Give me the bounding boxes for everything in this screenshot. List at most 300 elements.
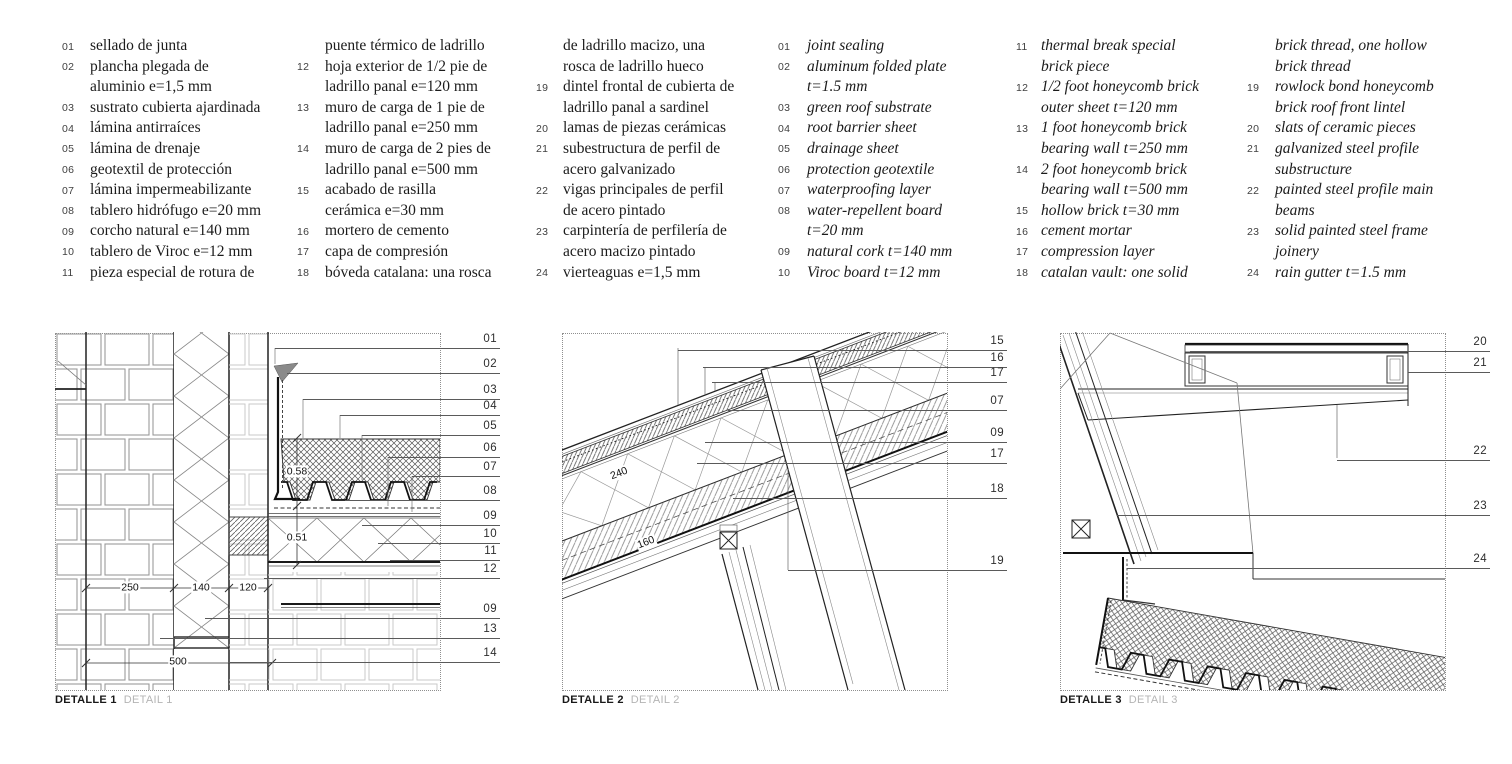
legend-item-number: 03 xyxy=(778,102,791,115)
legend-item xyxy=(297,36,492,57)
sill-and-gutter xyxy=(1063,553,1445,604)
legend-item-number: 10 xyxy=(778,267,791,280)
callout-label: 15 xyxy=(990,335,1004,347)
legend-item-text xyxy=(1041,118,1188,159)
legend-item-number: 06 xyxy=(778,164,791,177)
legend-item-number: 21 xyxy=(1247,143,1260,156)
legend-item xyxy=(778,57,952,98)
legend-item-line: cerámica e=30 mm xyxy=(325,201,444,219)
callout-leader-line xyxy=(362,525,500,526)
callout-leader-line xyxy=(340,415,500,416)
legend-item-line: cement mortar xyxy=(1041,222,1132,240)
callout-leader-line xyxy=(390,560,500,561)
legend-item xyxy=(297,139,492,180)
legend-item-text xyxy=(325,98,485,139)
legend-item xyxy=(778,139,952,160)
callout-label: 20 xyxy=(1473,336,1487,348)
legend-item-text xyxy=(563,180,724,221)
legend-item-text xyxy=(563,139,720,180)
legend-item-number: 19 xyxy=(1247,81,1260,94)
legend-item-text xyxy=(563,263,700,284)
legend-item-line: puente térmico de ladrillo xyxy=(325,37,485,54)
legend-item-number: 17 xyxy=(1016,246,1029,259)
legend-item-number: 14 xyxy=(297,143,310,156)
legend-item-line: bearing wall t=500 mm xyxy=(1041,181,1188,199)
legend-item-line: water-repellent board xyxy=(807,201,943,219)
legend-item-line: green roof substrate xyxy=(807,98,932,116)
legend-item-number: 05 xyxy=(778,143,791,156)
dimension-label: 500 xyxy=(169,655,187,668)
legend-item-text xyxy=(90,263,254,284)
callout-leader-line xyxy=(275,348,500,349)
legend-item-line: lámina antirraíces xyxy=(90,119,201,137)
legend-item-number: 23 xyxy=(536,225,549,238)
legend-item-line: 1/2 foot honeycomb brick xyxy=(1041,78,1199,96)
legend-item-text xyxy=(90,180,251,201)
legend-item-line: root barrier sheet xyxy=(807,119,917,137)
legend-item xyxy=(778,201,952,242)
callout-label: 16 xyxy=(990,352,1004,364)
callout-leader-line xyxy=(703,367,1007,368)
legend-item-text xyxy=(563,221,727,262)
callout-label: 09 xyxy=(483,603,497,615)
legend-item-number: 08 xyxy=(62,205,75,218)
detail-2-caption xyxy=(562,694,680,706)
legend-item-text xyxy=(807,180,931,201)
legend-item-number: 12 xyxy=(297,61,310,74)
legend-item-text xyxy=(807,263,940,284)
legend-item xyxy=(62,221,261,242)
legend-item-number: 04 xyxy=(62,122,75,135)
legend-item-line: muro de carga de 1 pie de xyxy=(325,98,485,116)
callout-leader-line xyxy=(1408,372,1490,373)
legend-item-number: 07 xyxy=(778,184,791,197)
legend-item-line: rowlock bond honeycomb xyxy=(1275,78,1434,96)
callout-leader-line xyxy=(412,476,500,477)
callout-label: 21 xyxy=(1473,357,1487,369)
legend-item-line: 2 foot honeycomb brick xyxy=(1041,160,1187,178)
dimension-label: 160 xyxy=(635,533,657,552)
legend-item-number: 17 xyxy=(297,246,310,259)
legend-item xyxy=(536,77,734,118)
legend-item-line: protection geotextile xyxy=(807,160,935,178)
legend-item-line: joinery xyxy=(1275,242,1319,260)
callout-leader-line xyxy=(388,457,500,458)
legend-item-line: tablero hidrófugo e=20 mm xyxy=(90,201,262,219)
callout-label: 19 xyxy=(990,555,1004,567)
callout-leader-line xyxy=(728,410,1007,411)
legend-item xyxy=(1247,139,1434,180)
legend-item-line: thermal break special xyxy=(1041,37,1176,54)
legend-item-line: painted steel profile main xyxy=(1275,181,1434,199)
callout-label: 06 xyxy=(483,442,497,454)
callout-leader-line xyxy=(1127,568,1490,569)
legend-item-number: 02 xyxy=(62,61,75,74)
callout-leader-line xyxy=(287,373,500,374)
legend-item xyxy=(1247,36,1434,77)
legend-column-3 xyxy=(536,36,734,283)
legend-item xyxy=(1016,221,1199,242)
legend-item-number: 13 xyxy=(1016,122,1029,135)
legend-item xyxy=(1247,180,1434,221)
legend-item-number: 03 xyxy=(62,102,75,115)
steel-profile-x-square xyxy=(720,525,737,549)
legend-item-line: hollow brick t=30 mm xyxy=(1041,201,1180,219)
legend-item xyxy=(778,180,952,201)
legend-item xyxy=(297,242,492,263)
callout-leader-line xyxy=(788,570,1007,571)
legend-item-text xyxy=(325,139,491,180)
callout-leader-line xyxy=(712,382,1007,383)
legend-item-line: ladrillo panal e=120 mm xyxy=(325,78,478,96)
legend-item-line: bóveda catalana: una rosca xyxy=(325,263,492,281)
detail-2-caption-primary: DETALLE 2 xyxy=(562,694,624,706)
legend-column-5 xyxy=(1016,36,1199,283)
callout-label: 22 xyxy=(1473,445,1487,457)
legend-item-number: 11 xyxy=(62,267,74,280)
legend-item-text xyxy=(325,36,485,57)
window-frame xyxy=(720,525,802,690)
legend-item-number: 22 xyxy=(536,184,549,197)
legend-item xyxy=(62,180,261,201)
callout-label: 17 xyxy=(990,367,1004,379)
legend-column-2 xyxy=(297,36,492,283)
legend-item-line: brick roof front lintel xyxy=(1275,98,1406,116)
callout-label: 23 xyxy=(1473,500,1487,512)
callout-leader-line xyxy=(160,638,500,639)
callout-leader-line xyxy=(205,618,500,619)
legend-item-text xyxy=(1275,77,1434,118)
inclined-roof-insulation xyxy=(1095,598,1445,690)
legend-item-number: 08 xyxy=(778,205,791,218)
callout-label: 10 xyxy=(483,528,497,540)
legend-column-6 xyxy=(1247,36,1434,283)
callout-label: 24 xyxy=(1473,553,1487,565)
legend-item-text xyxy=(807,57,947,98)
legend-item-number: 04 xyxy=(778,122,791,135)
legend-item-text xyxy=(807,242,952,263)
legend-item-line: plancha plegada de xyxy=(90,57,209,75)
outer-leaf-120 xyxy=(229,332,268,690)
legend-item-text xyxy=(325,57,487,98)
legend-item xyxy=(1016,160,1199,201)
legend-item xyxy=(536,118,734,139)
legend-item-number: 18 xyxy=(297,267,310,280)
dimension-label: 0.51 xyxy=(286,531,308,544)
legend-item-text xyxy=(90,57,212,98)
legend-item-text xyxy=(1041,201,1179,222)
legend-item-line: vigas principales de perfil xyxy=(563,181,724,199)
legend-item-line: waterproofing layer xyxy=(807,181,931,199)
callout-label: 12 xyxy=(483,563,497,575)
legend-item-line: rosca de ladrillo hueco xyxy=(563,57,704,75)
legend-item-text xyxy=(1041,242,1155,263)
legend-item-number: 06 xyxy=(62,164,75,177)
legend-item-text xyxy=(563,77,734,118)
legend-item-text xyxy=(807,36,884,57)
legend-item-text xyxy=(1041,160,1188,201)
legend-item-text xyxy=(1041,221,1132,242)
legend-item-text xyxy=(1041,263,1188,284)
detail-3-caption-secondary: DETAIL 3 xyxy=(1128,694,1178,706)
legend-item-number: 24 xyxy=(536,267,549,280)
callout-label: 02 xyxy=(483,358,497,370)
dimension-label: 120 xyxy=(239,581,257,594)
legend-item-text xyxy=(563,36,705,77)
legend-item-text xyxy=(325,263,492,284)
callout-label: 07 xyxy=(483,461,497,473)
dimension-label: 140 xyxy=(192,581,210,594)
legend-item-number: 09 xyxy=(778,246,791,259)
legend-item-text xyxy=(90,139,200,160)
legend-item-line: brick piece xyxy=(1041,57,1110,75)
legend-item-number: 16 xyxy=(1016,225,1029,238)
callout-leader-line xyxy=(678,350,1007,351)
callout-label: 07 xyxy=(990,395,1004,407)
callout-label: 18 xyxy=(990,483,1004,495)
legend-item xyxy=(62,118,261,139)
callout-leader-line xyxy=(228,662,500,663)
detail-2-caption-secondary: DETAIL 2 xyxy=(630,694,680,706)
dimension-label: 250 xyxy=(121,581,139,594)
legend-item-line: de acero pintado xyxy=(563,201,666,219)
legend-item xyxy=(62,57,261,98)
legend-item-number: 16 xyxy=(297,225,310,238)
detail-3-drawing xyxy=(1060,332,1445,690)
legend-item-text xyxy=(1275,263,1406,284)
legend-item-line: capa de compresión xyxy=(325,242,449,260)
callout-leader-line xyxy=(264,578,500,579)
legend-item-line: corcho natural e=140 mm xyxy=(90,222,250,240)
detail-1-drawing xyxy=(55,332,440,690)
legend-item-line: acabado de rasilla xyxy=(325,181,437,199)
legend-item-line: bearing wall t=250 mm xyxy=(1041,139,1188,157)
legend-item-number: 09 xyxy=(62,225,75,238)
legend-item-line: ladrillo panal e=500 mm xyxy=(325,160,478,178)
callout-leader-line xyxy=(705,442,1007,443)
legend-item-line: sustrato cubierta ajardinada xyxy=(90,98,261,116)
legend-item xyxy=(778,160,952,181)
detail-3-caption xyxy=(1060,694,1178,706)
legend-item-number: 19 xyxy=(536,81,549,94)
legend-item-line: brick thread, one hollow xyxy=(1275,37,1427,54)
callout-leader-line xyxy=(345,500,500,501)
detail-1-caption xyxy=(55,694,173,706)
legend-item-text xyxy=(325,221,449,242)
legend-item xyxy=(536,180,734,221)
legend-item-line: substructure xyxy=(1275,160,1352,178)
legend-item-line: pieza especial de rotura de xyxy=(90,263,255,281)
legend-item-line: Viroc board t=12 mm xyxy=(807,263,941,281)
legend-item xyxy=(778,263,952,284)
dimension-label: 240 xyxy=(608,464,630,483)
legend-item-line: ladrillo panal e=250 mm xyxy=(325,119,478,137)
legend-item-line: carpintería de perfilería de xyxy=(563,222,727,240)
legend-item-line: dintel frontal de cubierta de xyxy=(563,78,735,96)
legend-item-line: de ladrillo macizo, una xyxy=(563,37,706,54)
legend-item xyxy=(778,118,952,139)
detail-2-drawing xyxy=(562,332,947,690)
legend-item xyxy=(1016,201,1199,222)
legend-item-line: sellado de junta xyxy=(90,37,188,54)
legend-item-number: 15 xyxy=(297,184,310,197)
legend-item xyxy=(62,263,261,284)
legend-item-number: 20 xyxy=(1247,122,1260,135)
legend-item-line: vierteaguas e=1,5 mm xyxy=(563,263,701,281)
legend-item-text xyxy=(325,180,444,221)
callout-label: 13 xyxy=(483,623,497,635)
legend-item xyxy=(1247,118,1434,139)
legend-item-text xyxy=(90,221,250,242)
legend-item-number: 22 xyxy=(1247,184,1260,197)
legend-item xyxy=(62,36,261,57)
legend-item-line: lámina de drenaje xyxy=(90,139,201,157)
legend-item-line: slats of ceramic pieces xyxy=(1275,119,1416,137)
legend-item xyxy=(62,160,261,181)
legend-item xyxy=(536,263,734,284)
legend-item xyxy=(62,98,261,119)
callout-label: 01 xyxy=(483,333,497,345)
callout-leader-line xyxy=(378,543,500,544)
legend-item-line: rain gutter t=1.5 mm xyxy=(1275,263,1407,281)
detail-1-caption-primary: DETALLE 1 xyxy=(55,694,117,706)
legend-item-line: outer sheet t=120 mm xyxy=(1041,98,1178,116)
legend-item-line: galvanized steel profile xyxy=(1275,139,1420,157)
legend-item xyxy=(1247,77,1434,118)
legend-item-line: tablero de Viroc e=12 mm xyxy=(90,242,253,260)
legend-item-text xyxy=(90,98,260,119)
detail-3-caption-primary: DETALLE 3 xyxy=(1060,694,1122,706)
legend-item-line: acero macizo pintado xyxy=(563,242,696,260)
steel-profile-x-square xyxy=(1072,520,1090,538)
legend-item xyxy=(62,139,261,160)
legend-item-line: t=1.5 mm xyxy=(807,78,868,96)
legend-item-text xyxy=(807,201,942,242)
legend-item xyxy=(536,221,734,262)
legend-item-line: catalan vault: one solid xyxy=(1041,263,1188,281)
legend-item-text xyxy=(1275,221,1428,262)
callout-leader-line xyxy=(1190,351,1490,352)
bearing-wall-250 xyxy=(55,332,174,690)
detail-1-caption-secondary: DETAIL 1 xyxy=(123,694,173,706)
legend-item-line: lamas de piezas cerámicas xyxy=(563,119,727,137)
legend-item-line: subestructura de perfil de xyxy=(563,139,721,157)
callout-label: 17 xyxy=(990,448,1004,460)
legend-item-text xyxy=(1275,139,1419,180)
callout-label: 11 xyxy=(484,545,497,557)
callout-label: 05 xyxy=(483,420,497,432)
legend-item-number: 18 xyxy=(1016,267,1029,280)
legend-item-line: natural cork t=140 mm xyxy=(807,242,953,260)
legend-item-number: 24 xyxy=(1247,267,1260,280)
legend-item xyxy=(62,242,261,263)
legend-item-text xyxy=(325,242,448,263)
legend-item-line: beams xyxy=(1275,201,1315,219)
legend-item-line: joint sealing xyxy=(807,37,885,54)
galvanized-substructure xyxy=(1185,353,1408,386)
legend-item xyxy=(297,98,492,139)
legend-item-number xyxy=(536,36,563,41)
legend-item-number: 01 xyxy=(778,40,791,53)
callout-leader-line xyxy=(697,463,1007,464)
legend-item-text xyxy=(1041,77,1199,118)
dimension-label: 0.58 xyxy=(286,465,308,478)
legend-item-number: 14 xyxy=(1016,164,1029,177)
legend-column-1 xyxy=(62,36,261,283)
legend-item-text xyxy=(1275,36,1427,77)
legend-item-text xyxy=(90,201,261,222)
legend-item-number: 05 xyxy=(62,143,75,156)
callout-label: 03 xyxy=(483,384,497,396)
legend-item xyxy=(536,36,734,77)
callout-leader-line xyxy=(1117,515,1490,516)
legend-item xyxy=(1247,263,1434,284)
legend-item-number: 12 xyxy=(1016,81,1029,94)
legend-item xyxy=(778,98,952,119)
legend-item-number: 10 xyxy=(62,246,75,259)
legend-item-text xyxy=(563,118,726,139)
callout-label: 09 xyxy=(990,427,1004,439)
legend-item-number: 23 xyxy=(1247,225,1260,238)
legend-item-text xyxy=(807,118,917,139)
legend-item xyxy=(297,263,492,284)
legend-item xyxy=(778,36,952,57)
legend-item-text xyxy=(90,118,201,139)
legend-item-text xyxy=(1275,118,1416,139)
legend-item-number xyxy=(297,36,325,41)
legend-item-line: muro de carga de 2 pies de xyxy=(325,139,491,157)
legend-item xyxy=(62,201,261,222)
legend-item-text xyxy=(807,98,932,119)
legend-item-number: 21 xyxy=(536,143,549,156)
legend-item-line: 1 foot honeycomb brick xyxy=(1041,119,1187,137)
callout-leader-line xyxy=(362,435,500,436)
legend-item xyxy=(297,221,492,242)
legend-item-line: acero galvanizado xyxy=(563,160,676,178)
legend-item xyxy=(1016,118,1199,159)
legend-item-line: lámina impermeabilizante xyxy=(90,181,252,199)
legend-item-line: compression layer xyxy=(1041,242,1155,260)
interior-brick-courses xyxy=(268,572,440,690)
legend-item xyxy=(1016,242,1199,263)
legend-item-number: 20 xyxy=(536,122,549,135)
legend-item-text xyxy=(807,160,934,181)
callout-label: 04 xyxy=(483,400,497,412)
legend-item-line: t=20 mm xyxy=(807,222,864,240)
legend-item xyxy=(536,139,734,180)
legend-item xyxy=(1016,36,1199,77)
callout-label: 08 xyxy=(483,485,497,497)
legend-item xyxy=(297,57,492,98)
legend-item-number: 07 xyxy=(62,184,75,197)
callout-label: 14 xyxy=(483,647,497,659)
legend-item xyxy=(1016,263,1199,284)
legend-item-number: 02 xyxy=(778,61,791,74)
legend-item-line: geotextil de protección xyxy=(90,160,233,178)
legend-item-text xyxy=(1041,36,1176,77)
legend-item-line: drainage sheet xyxy=(807,139,899,157)
legend-item-line: brick thread xyxy=(1275,57,1351,75)
legend-item xyxy=(778,242,952,263)
legend-item-text xyxy=(90,36,187,57)
legend-item-number: 15 xyxy=(1016,205,1029,218)
legend-item-number: 01 xyxy=(62,40,75,53)
legend-item xyxy=(1016,77,1199,118)
legend-item-number: 11 xyxy=(1016,40,1028,53)
legend-item-text xyxy=(90,160,232,181)
legend-item-line: solid painted steel frame xyxy=(1275,222,1428,240)
legend-item-text xyxy=(1275,180,1433,221)
